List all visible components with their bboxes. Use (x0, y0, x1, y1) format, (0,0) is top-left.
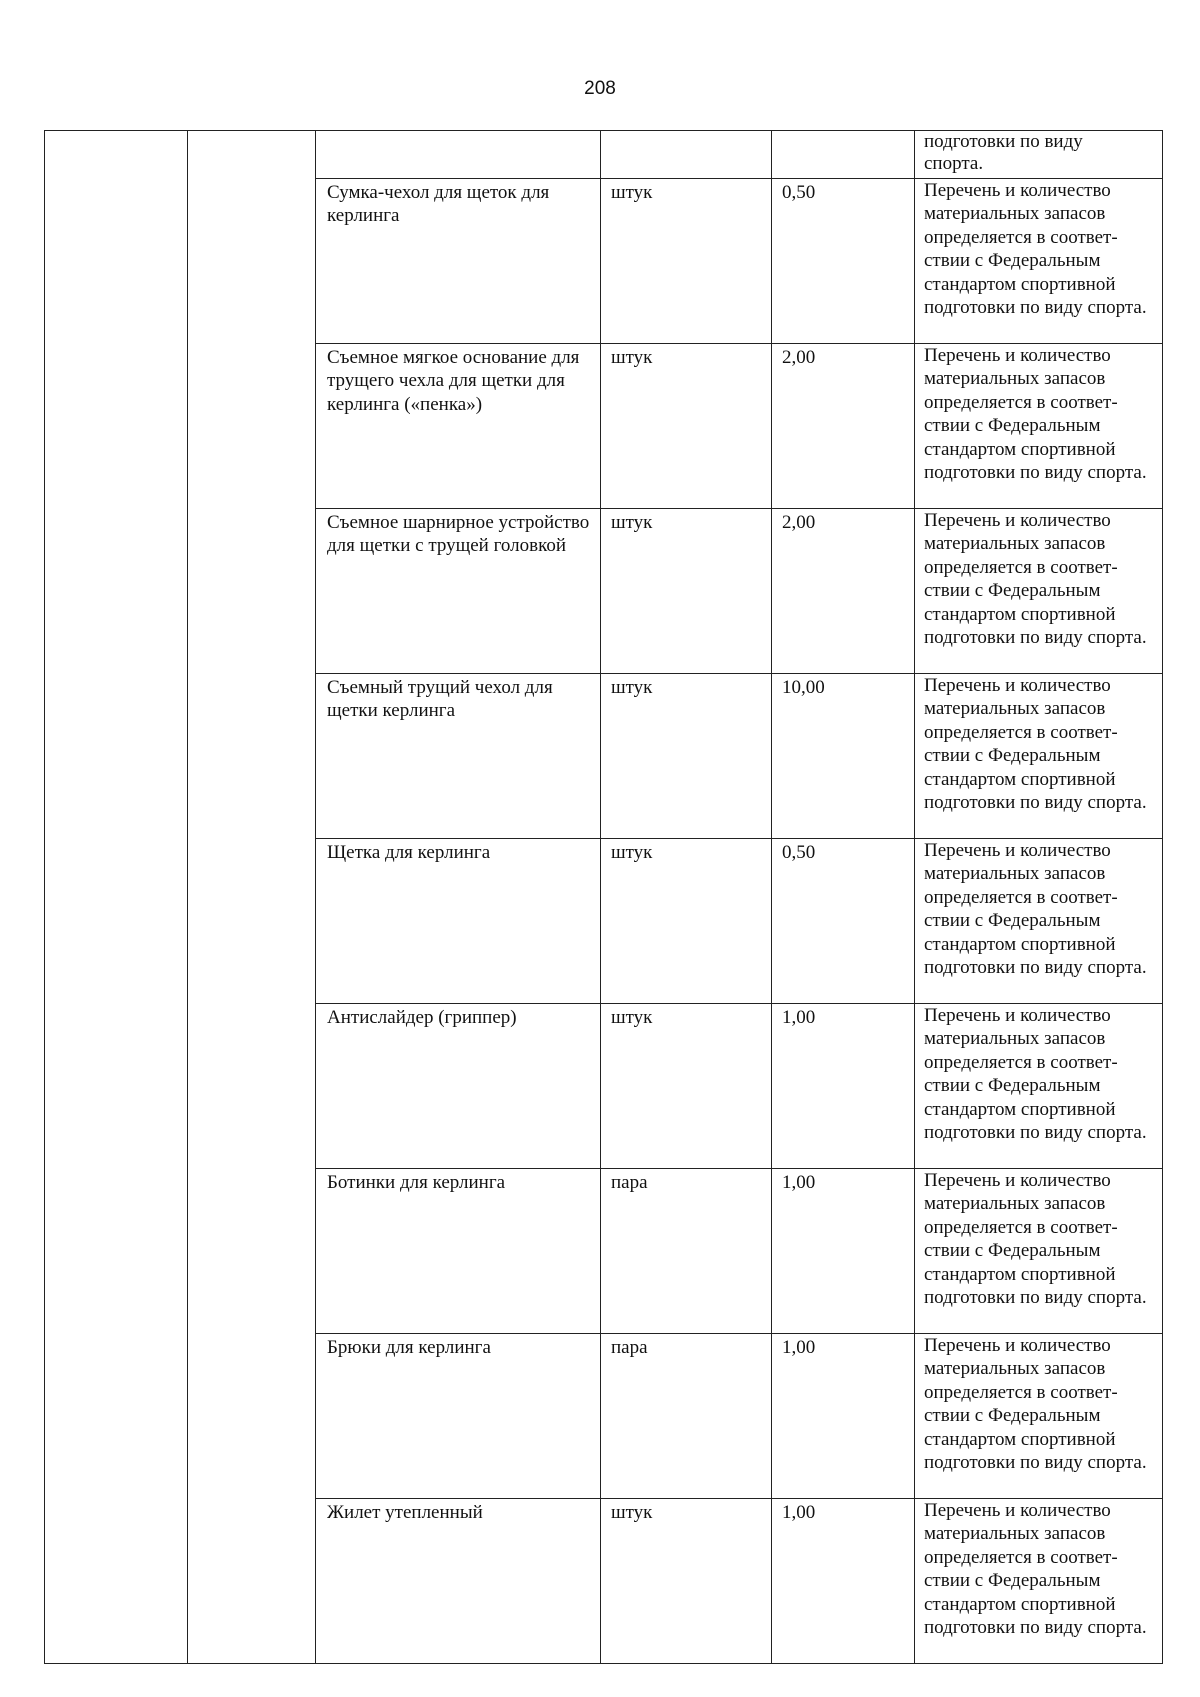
merged-cell-col1 (45, 131, 188, 1664)
page-number: 208 (584, 78, 616, 99)
quantity-cell: 1,00 (772, 1169, 915, 1334)
quantity-cell: 1,00 (772, 1334, 915, 1499)
quantity-cell: 0,50 (772, 839, 915, 1004)
unit-cell: штук (601, 1499, 772, 1664)
table-body (45, 131, 1163, 1664)
item-name-cell: Антислайдер (гриппер) (316, 1004, 601, 1169)
unit-cell: штук (601, 1004, 772, 1169)
quantity-cell: 10,00 (772, 674, 915, 839)
item-name-cell: Съемный трущий чехол для щетки керлинга (316, 674, 601, 839)
note-cell: Перечень и количество материальных запасов определяется в соответ-ствии с Федеральным стандартом спортивной подготовки по виду спорта. (915, 1169, 1163, 1334)
quantity-cell: 2,00 (772, 509, 915, 674)
note-cell: Перечень и количество материальных запасов определяется в соответ-ствии с Федеральным стандартом спортивной подготовки по виду спорта. (915, 179, 1163, 344)
note-cell: Перечень и количество материальных запасов определяется в соответ-ствии с Федеральным стандартом спортивной подготовки по виду спорта. (915, 1004, 1163, 1169)
item-name-cell: Съемное шарнирное устройство для щетки с трущей головкой (316, 509, 601, 674)
unit-cell: штук (601, 674, 772, 839)
merged-cell-col2 (188, 131, 316, 1664)
item-name-cell (316, 131, 601, 179)
unit-cell: штук (601, 344, 772, 509)
quantity-cell: 1,00 (772, 1004, 915, 1169)
note-cell: Перечень и количество материальных запасов определяется в соответ-ствии с Федеральным стандартом спортивной подготовки по виду спорта. (915, 1499, 1163, 1664)
unit-cell (601, 131, 772, 179)
note-cell: Перечень и количество материальных запасов определяется в соответ-ствии с Федеральным стандартом спортивной подготовки по виду спорта. (915, 509, 1163, 674)
item-name-cell: Брюки для керлинга (316, 1334, 601, 1499)
quantity-cell: 1,00 (772, 1499, 915, 1664)
quantity-cell (772, 131, 915, 179)
item-name-cell: Щетка для керлинга (316, 839, 601, 1004)
item-name-cell: Сумка-чехол для щеток для керлинга (316, 179, 601, 344)
note-cell: Перечень и количество материальных запасов определяется в соответ-ствии с Федеральным стандартом спортивной подготовки по виду спорта. (915, 674, 1163, 839)
note-cell: Перечень и количество материальных запасов определяется в соответ-ствии с Федеральным стандартом спортивной подготовки по виду спорта. (915, 839, 1163, 1004)
note-cell: подготовки по виду спорта. (915, 131, 1163, 179)
item-name-cell: Ботинки для керлинга (316, 1169, 601, 1334)
quantity-cell: 2,00 (772, 344, 915, 509)
quantity-cell: 0,50 (772, 179, 915, 344)
unit-cell: пара (601, 1334, 772, 1499)
note-cell: Перечень и количество материальных запасов определяется в соответ-ствии с Федеральным стандартом спортивной подготовки по виду спорта. (915, 1334, 1163, 1499)
unit-cell: штук (601, 839, 772, 1004)
note-cell: Перечень и количество материальных запасов определяется в соответ-ствии с Федеральным стандартом спортивной подготовки по виду спорта. (915, 344, 1163, 509)
item-name-cell: Жилет утепленный (316, 1499, 601, 1664)
item-name-cell: Съемное мягкое основание для трущего чехла для щетки для керлинга («пенка») (316, 344, 601, 509)
unit-cell: штук (601, 179, 772, 344)
unit-cell: штук (601, 509, 772, 674)
equipment-table (44, 130, 1163, 1664)
unit-cell: пара (601, 1169, 772, 1334)
table-row-continued (45, 131, 1163, 179)
